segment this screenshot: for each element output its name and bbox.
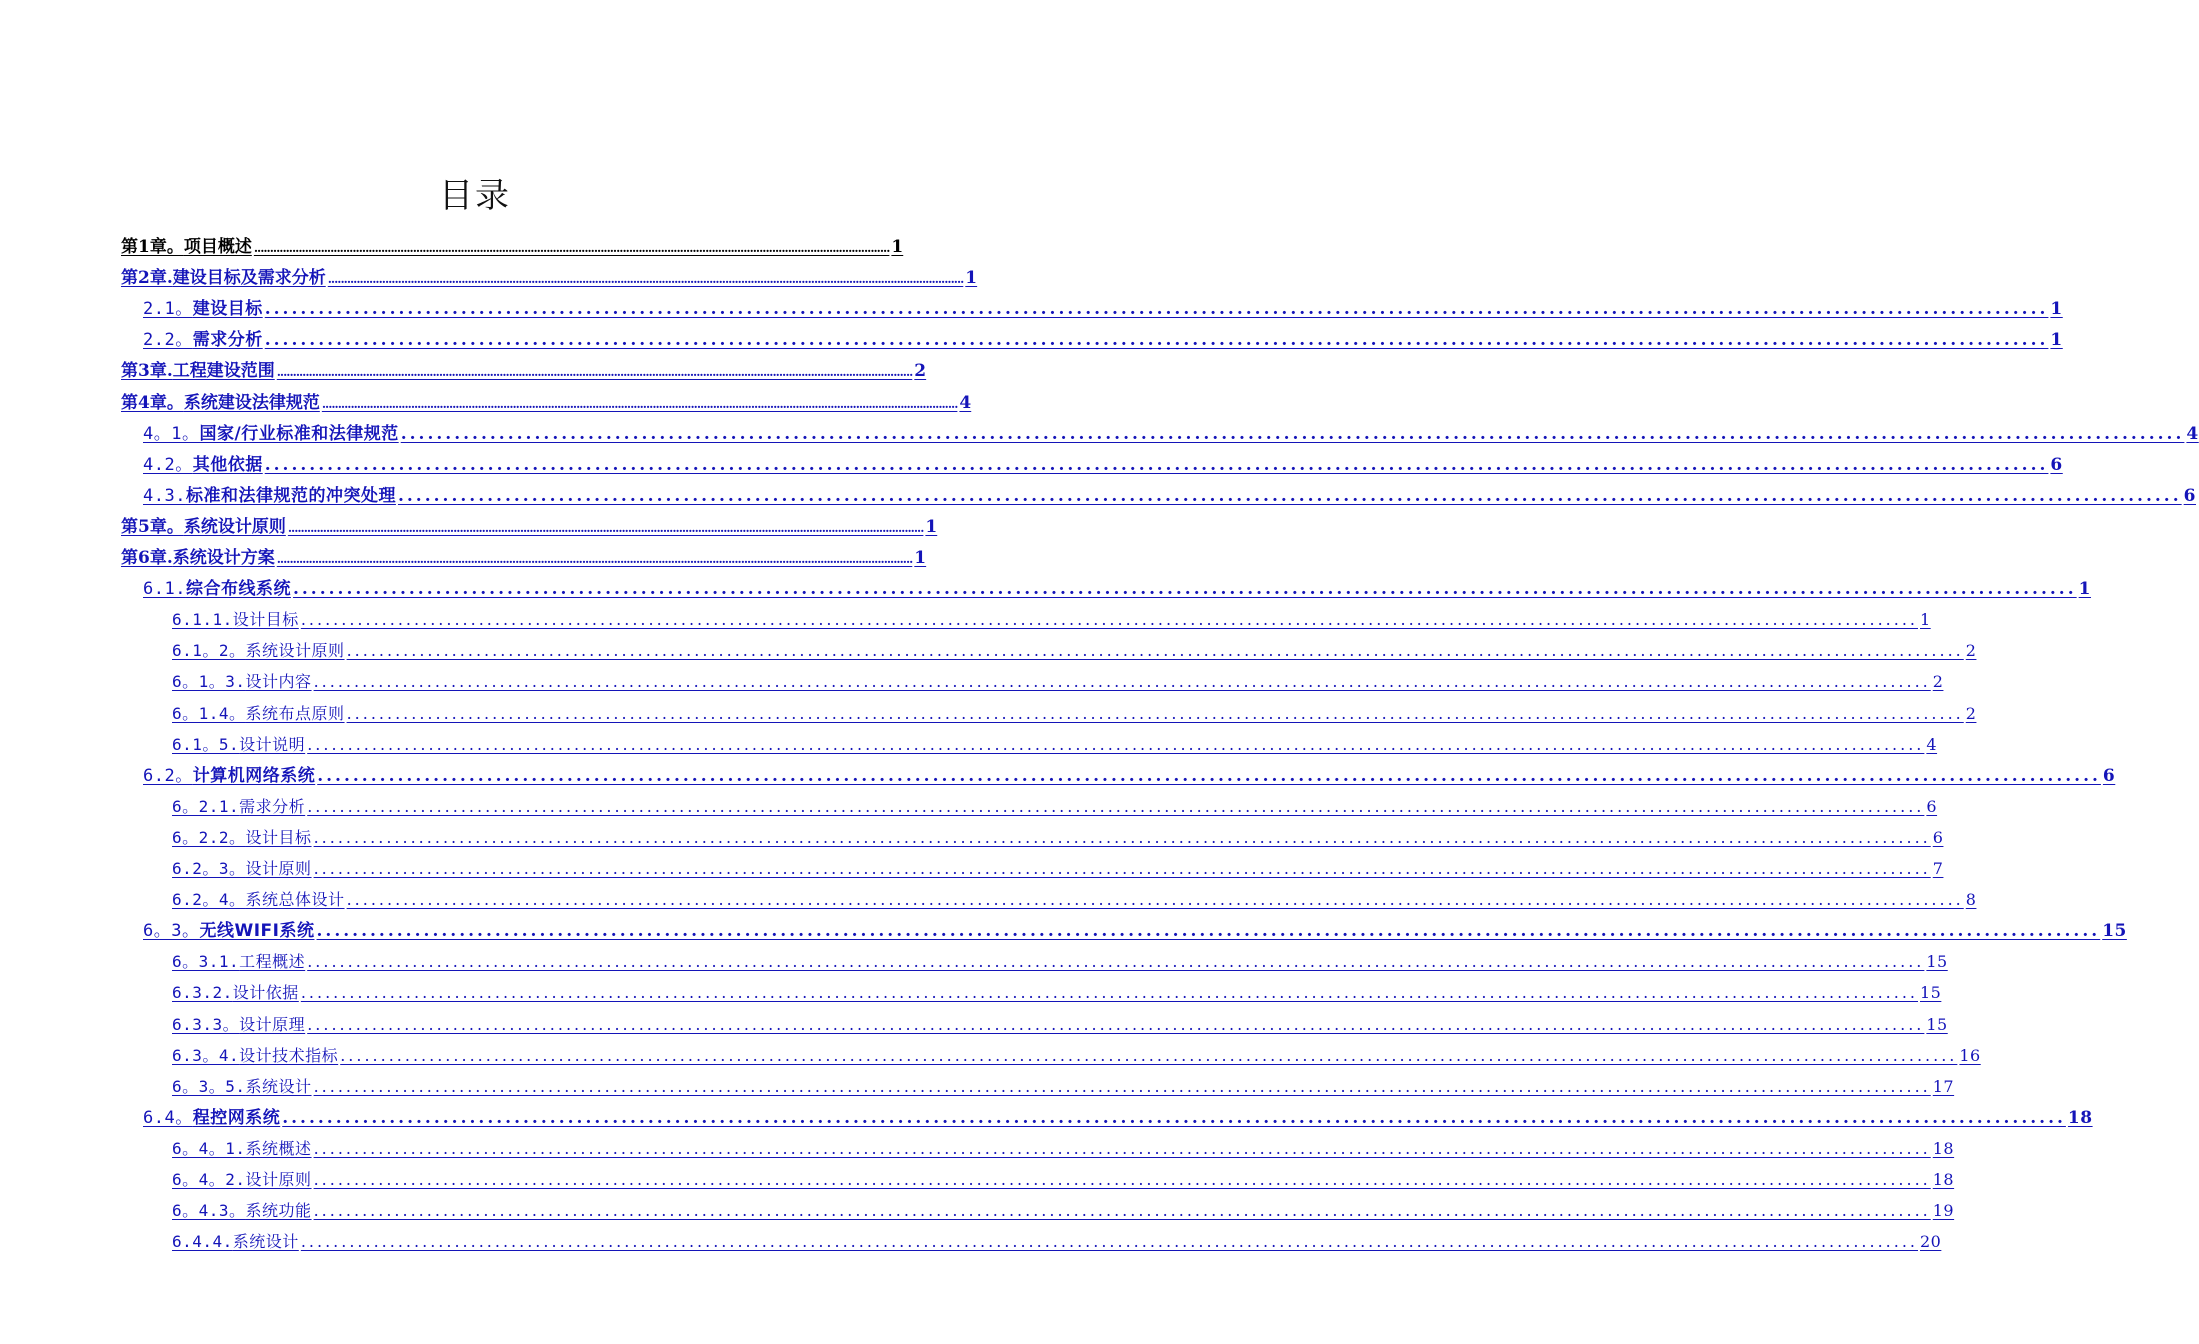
- toc-entry-page: 1: [965, 268, 978, 289]
- toc-entry[interactable]: [121, 513, 938, 541]
- toc-entry[interactable]: [143, 482, 2196, 510]
- toc-entry[interactable]: [172, 1073, 1955, 1101]
- toc-dot-leader: ........................................................................................................................................................................................................: [264, 454, 2049, 475]
- toc-entry-title: 其他依据: [192, 454, 263, 475]
- toc-dot-leader: ........................................................................................................................................................................................................: [307, 952, 1925, 972]
- toc-entry-number: 6.2。4。: [172, 890, 246, 910]
- toc-entry[interactable]: [172, 979, 1942, 1007]
- toc-entry-title: 标准和法律规范的冲突处理: [185, 485, 396, 506]
- toc-dot-leader: ........................................................................................................................................................................................................: [321, 396, 958, 411]
- toc-entry-number: 第3章.: [121, 361, 173, 382]
- toc-entry-page: 17: [1932, 1076, 1955, 1096]
- toc-entry[interactable]: [143, 295, 2063, 323]
- toc-entry-number: 6.2。: [143, 765, 193, 786]
- toc-dot-leader: ........................................................................................................................................................................................................: [253, 241, 890, 255]
- toc-dot-leader: ........................................................................................................................................................................................................: [313, 1076, 1931, 1096]
- toc-entry[interactable]: [172, 948, 1948, 976]
- toc-entry-title: 设计内容: [245, 672, 312, 692]
- toc-entry-title: 系统设计: [245, 1076, 312, 1096]
- toc-dot-leader: ........................................................................................................................................................................................................: [300, 983, 1918, 1003]
- toc-entry-page: 8: [1965, 890, 1977, 910]
- toc-entry-number: 2.2。: [143, 330, 193, 351]
- toc-entry-number: 2.1。: [143, 299, 193, 320]
- toc-entry-page: 15: [1920, 983, 1942, 1003]
- toc-entry-title: 国家/行业标准和法律规范: [199, 423, 399, 444]
- toc-dot-leader: ........................................................................................................................................................................................................: [276, 552, 913, 566]
- toc-entry-title: 系统设计原则: [245, 641, 345, 661]
- toc-entry-title: 系统建设法律规范: [183, 392, 320, 413]
- toc-entry-number: 6。3。: [143, 921, 200, 942]
- toc-entry-page: 15: [2102, 921, 2127, 942]
- toc-entry[interactable]: [121, 389, 972, 417]
- toc-dot-leader: ........................................................................................................................................................................................................: [264, 330, 2049, 351]
- toc-entry-number: 6.4。: [143, 1107, 193, 1128]
- toc-entry-page: 6: [1932, 827, 1944, 847]
- toc-entry-title: 需求分析: [239, 796, 306, 816]
- toc-entry-title: 系统总体设计: [245, 890, 345, 910]
- toc-entry-number: 6.1。5.: [172, 734, 240, 754]
- toc-entry-number: 第6章.: [121, 548, 173, 568]
- toc-entry-title: 程控网系统: [192, 1107, 281, 1128]
- toc-entry-page: 18: [1932, 1170, 1955, 1189]
- toc-entry-page: 4: [2186, 423, 2199, 444]
- toc-entry-title: 系统功能: [245, 1201, 312, 1221]
- toc-dot-leader: ........................................................................................................................................................................................................: [317, 765, 2101, 786]
- toc-dot-leader: ........................................................................................................................................................................................................: [282, 1107, 2066, 1128]
- toc-entry-title: 系统设计原则: [183, 516, 286, 537]
- toc-entry-title: 设计依据: [232, 983, 299, 1003]
- toc-entry-page: 6: [1926, 796, 1938, 816]
- toc-entry-title: 综合布线系统: [185, 579, 291, 600]
- toc-entry-page: 15: [1926, 952, 1948, 972]
- toc-entry-page: 6: [2183, 485, 2196, 506]
- toc-entry[interactable]: [172, 606, 1931, 634]
- toc-entry-title: 设计技术指标: [239, 1045, 339, 1065]
- page-title: 目录: [439, 176, 511, 216]
- toc-entry[interactable]: [172, 793, 1938, 821]
- toc-entry-title: 设计原则: [245, 859, 312, 878]
- toc-entry-number: 第2章.: [121, 268, 173, 289]
- toc-entry-page: 18: [2067, 1107, 2093, 1128]
- toc-entry-title: 项目概述: [183, 237, 252, 257]
- toc-entry-number: 4.2。: [143, 454, 193, 475]
- toc-dot-leader: ........................................................................................................................................................................................................: [307, 734, 1925, 754]
- toc-entry[interactable]: [121, 233, 904, 261]
- toc-dot-leader: ........................................................................................................................................................................................................: [276, 365, 913, 380]
- toc-dot-leader: ........................................................................................................................................................................................................: [313, 859, 1931, 878]
- toc-entry-title: 需求分析: [192, 330, 263, 351]
- toc-entry-number: 6。1.4。: [172, 703, 246, 723]
- toc-entry-title: 工程概述: [239, 952, 306, 972]
- toc-entry-page: 15: [1926, 1014, 1948, 1034]
- toc-entry-title: 工程建设范围: [172, 361, 275, 382]
- toc-entry[interactable]: [172, 731, 1938, 759]
- toc-dot-leader: ........................................................................................................................................................................................................: [400, 423, 2185, 444]
- toc-dot-leader: ........................................................................................................................................................................................................: [346, 703, 1964, 723]
- toc-entry-page: 1: [1920, 610, 1931, 630]
- toc-entry-page: 16: [1959, 1045, 1981, 1065]
- toc-entry[interactable]: [172, 1135, 1955, 1163]
- toc-entry-title: 系统设计: [232, 1232, 299, 1252]
- toc-dot-leader: ........................................................................................................................................................................................................: [300, 610, 1918, 630]
- toc-entry[interactable]: [172, 637, 1977, 665]
- toc-entry-title: 建设目标: [192, 299, 263, 320]
- toc-entry-number: 6.3.3。: [172, 1014, 240, 1034]
- toc-entry[interactable]: [172, 1011, 1948, 1039]
- toc-entry[interactable]: [143, 451, 2063, 479]
- toc-entry-page: 2: [1965, 641, 1977, 661]
- toc-dot-leader: ........................................................................................................................................................................................................: [264, 299, 2049, 320]
- toc-entry[interactable]: [143, 917, 2127, 945]
- toc-dot-leader: ........................................................................................................................................................................................................: [397, 485, 2182, 506]
- toc-entry-number: 第4章。: [121, 392, 184, 413]
- toc-entry-number: 第5章。: [121, 516, 184, 537]
- toc-entry-page: 18: [1932, 1138, 1955, 1158]
- toc-entry[interactable]: [121, 357, 927, 385]
- toc-entry[interactable]: [172, 668, 1944, 696]
- toc-entry-number: 4。1。: [143, 423, 200, 444]
- toc-dot-leader: ........................................................................................................................................................................................................: [313, 1170, 1931, 1189]
- toc-entry-title: 系统布点原则: [245, 703, 345, 723]
- toc-entry-number: 4.3.: [143, 485, 186, 506]
- toc-entry-title: 设计说明: [239, 734, 306, 754]
- toc-entry[interactable]: [143, 1104, 2093, 1132]
- toc-entry-page: 19: [1932, 1201, 1955, 1221]
- toc-entry-number: 6.1.1.: [172, 610, 233, 630]
- toc-entry-number: 6。4。1.: [172, 1138, 246, 1158]
- toc-entry-title: 设计原则: [245, 1170, 312, 1189]
- toc-entry-title: 建设目标及需求分析: [172, 268, 326, 289]
- toc-dot-leader: ........................................................................................................................................................................................................: [313, 1201, 1931, 1221]
- toc-dot-leader: ........................................................................................................................................................................................................: [307, 796, 1925, 816]
- toc-entry-page: 20: [1920, 1232, 1942, 1252]
- toc-entry-number: 6。4。2.: [172, 1170, 246, 1189]
- toc-entry[interactable]: [121, 264, 978, 292]
- toc-entry-number: 6.1.: [143, 579, 186, 600]
- toc-dot-leader: ........................................................................................................................................................................................................: [346, 641, 1964, 661]
- toc-entry-number: 第1章。: [121, 237, 184, 257]
- toc-entry-title: 无线WIFI系统: [199, 921, 315, 942]
- toc-dot-leader: ........................................................................................................................................................................................................: [340, 1045, 1958, 1065]
- toc-entry[interactable]: [143, 762, 2116, 790]
- toc-entry[interactable]: [172, 1197, 1955, 1225]
- toc-dot-leader: ........................................................................................................................................................................................................: [307, 1014, 1925, 1034]
- toc-entry-page: 2: [914, 361, 927, 382]
- toc-entry-title: 系统设计方案: [172, 548, 275, 568]
- toc-dot-leader: ........................................................................................................................................................................................................: [346, 890, 1964, 910]
- toc-entry-number: 6。2.2。: [172, 827, 246, 847]
- toc-dot-leader: ........................................................................................................................................................................................................: [327, 272, 964, 287]
- toc-entry-page: 6: [2050, 454, 2063, 475]
- toc-entry[interactable]: [172, 1166, 1955, 1194]
- toc-entry[interactable]: [143, 326, 2063, 354]
- toc-entry-title: 设计原理: [239, 1014, 306, 1034]
- toc-entry-page: 6: [2102, 765, 2116, 786]
- toc-entry[interactable]: [143, 575, 2091, 603]
- toc-dot-leader: ........................................................................................................................................................................................................: [287, 520, 924, 535]
- toc-entry-number: 6。2.1.: [172, 796, 240, 816]
- toc-entry[interactable]: [172, 886, 1977, 914]
- toc-entry[interactable]: [121, 544, 927, 572]
- toc-dot-leader: ........................................................................................................................................................................................................: [292, 579, 2077, 600]
- toc-dot-leader: ........................................................................................................................................................................................................: [313, 827, 1931, 847]
- toc-entry-page: 1: [2050, 330, 2063, 351]
- toc-entry-page: 2: [1965, 703, 1977, 723]
- toc-entry-page: 1: [2078, 579, 2091, 600]
- toc-entry-page: 1: [925, 516, 938, 537]
- toc-entry-page: 1: [891, 237, 904, 257]
- toc-entry-page: 4: [1926, 734, 1938, 754]
- toc-entry-page: 4: [959, 392, 972, 413]
- toc-entry-number: 6。1。3.: [172, 672, 246, 692]
- toc-entry[interactable]: [143, 420, 2199, 448]
- toc-entry-title: 计算机网络系统: [192, 765, 316, 786]
- toc-entry-title: 设计目标: [232, 610, 299, 630]
- toc-dot-leader: ........................................................................................................................................................................................................: [313, 1138, 1931, 1158]
- toc-entry[interactable]: [172, 700, 1977, 728]
- toc-entry-number: 6.1。2。: [172, 641, 246, 661]
- toc-entry-number: 6.2。3。: [172, 859, 246, 878]
- toc-entry-page: 1: [2050, 299, 2063, 320]
- toc-entry[interactable]: [172, 1042, 1981, 1070]
- toc-entry-number: 6。3.1.: [172, 952, 240, 972]
- toc-entry-number: 6。4.3。: [172, 1201, 246, 1221]
- toc-entry-number: 6.3.2.: [172, 983, 233, 1003]
- toc-entry-page: 1: [914, 548, 927, 568]
- toc-dot-leader: ........................................................................................................................................................................................................: [313, 672, 1931, 692]
- toc-entry-page: 2: [1932, 672, 1944, 692]
- toc-entry[interactable]: [172, 1228, 1942, 1256]
- toc-entry-title: 系统概述: [245, 1138, 312, 1158]
- toc-entry-number: 6.4.4.: [172, 1232, 233, 1252]
- toc-entry[interactable]: [172, 855, 1944, 883]
- toc-dot-leader: ........................................................................................................................................................................................................: [300, 1232, 1918, 1252]
- toc-entry-title: 设计目标: [245, 827, 312, 847]
- toc-entry-number: 6.3。4.: [172, 1045, 240, 1065]
- toc-dot-leader: ........................................................................................................................................................................................................: [316, 921, 2101, 942]
- toc-entry-number: 6。3。5.: [172, 1076, 246, 1096]
- toc-entry-page: 7: [1932, 859, 1944, 878]
- toc-entry[interactable]: [172, 824, 1944, 852]
